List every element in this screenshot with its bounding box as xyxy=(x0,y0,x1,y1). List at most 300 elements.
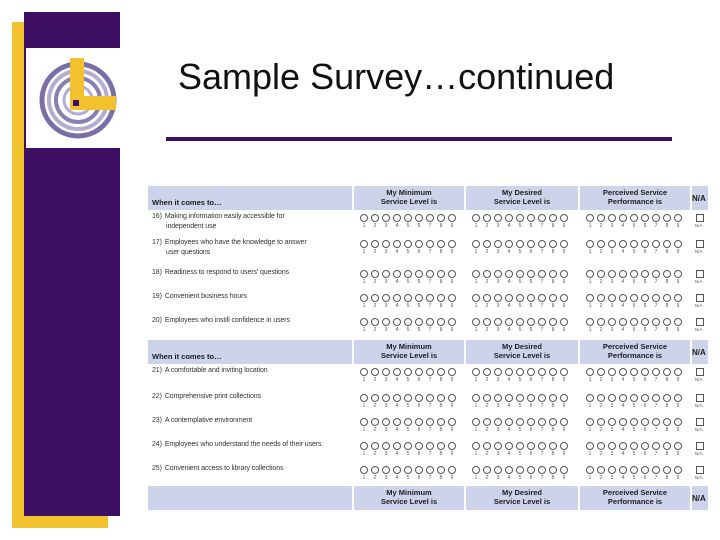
rating-radio[interactable] xyxy=(382,368,390,376)
rating-radio[interactable] xyxy=(437,240,445,248)
rating-radio[interactable] xyxy=(448,318,456,326)
rating-radio[interactable] xyxy=(538,418,546,426)
rating-radio[interactable] xyxy=(674,394,682,402)
rating-number: 8 xyxy=(439,377,443,383)
rating-radio[interactable] xyxy=(619,240,627,248)
rating-radio[interactable] xyxy=(360,442,368,450)
rating-radio[interactable] xyxy=(382,442,390,450)
rating-radio[interactable] xyxy=(448,368,456,376)
rating-radio[interactable] xyxy=(382,418,390,426)
rating-radio[interactable] xyxy=(393,270,401,278)
rating-radio[interactable] xyxy=(415,394,423,402)
rating-radio[interactable] xyxy=(641,270,649,278)
na-checkbox[interactable] xyxy=(696,294,704,302)
rating-radio[interactable] xyxy=(426,418,434,426)
rating-radio[interactable] xyxy=(619,466,627,474)
rating-radio[interactable] xyxy=(448,240,456,248)
desired-rating-scale xyxy=(472,418,580,434)
rating-radio[interactable] xyxy=(371,466,379,474)
rating-radio[interactable] xyxy=(437,442,445,450)
rating-radio[interactable] xyxy=(527,466,535,474)
rating-radio[interactable] xyxy=(393,394,401,402)
na-checkbox[interactable] xyxy=(696,394,704,402)
question-number: 24) xyxy=(152,441,162,448)
rating-radio[interactable] xyxy=(505,240,513,248)
rating-radio[interactable] xyxy=(663,418,671,426)
rating-radio[interactable] xyxy=(360,318,368,326)
rating-radio[interactable] xyxy=(437,294,445,302)
rating-radio[interactable] xyxy=(630,240,638,248)
rating-radio[interactable] xyxy=(652,442,660,450)
rating-radio[interactable] xyxy=(360,418,368,426)
rating-radio[interactable] xyxy=(382,240,390,248)
rating-radio[interactable] xyxy=(586,442,594,450)
rating-radio[interactable] xyxy=(505,442,513,450)
rating-radio[interactable] xyxy=(652,214,660,222)
rating-radio[interactable] xyxy=(382,466,390,474)
rating-radio[interactable] xyxy=(527,240,535,248)
rating-number: 8 xyxy=(439,427,443,433)
rating-radio[interactable] xyxy=(674,294,682,302)
rating-radio[interactable] xyxy=(586,270,594,278)
rating-radio[interactable] xyxy=(663,270,671,278)
rating-radio[interactable] xyxy=(608,394,616,402)
rating-radio[interactable] xyxy=(652,240,660,248)
rating-radio[interactable] xyxy=(415,294,423,302)
rating-radio[interactable] xyxy=(538,394,546,402)
rating-radio[interactable] xyxy=(505,466,513,474)
survey-form xyxy=(148,186,708,512)
na-checkbox[interactable] xyxy=(696,240,704,248)
rating-radio[interactable] xyxy=(549,442,557,450)
rating-radio[interactable] xyxy=(415,270,423,278)
rating-radio[interactable] xyxy=(483,240,491,248)
rating-radio[interactable] xyxy=(597,368,605,376)
rating-radio[interactable] xyxy=(472,240,480,248)
rating-radio[interactable] xyxy=(472,466,480,474)
rating-radio[interactable] xyxy=(516,214,524,222)
rating-radio[interactable] xyxy=(630,394,638,402)
rating-radio[interactable] xyxy=(404,418,412,426)
rating-radio[interactable] xyxy=(538,466,546,474)
rating-radio[interactable] xyxy=(360,394,368,402)
rating-radio[interactable] xyxy=(426,394,434,402)
rating-radio[interactable] xyxy=(382,270,390,278)
rating-number: 8 xyxy=(439,327,443,333)
rating-radio[interactable] xyxy=(505,394,513,402)
rating-radio[interactable] xyxy=(549,394,557,402)
rating-radio[interactable] xyxy=(674,270,682,278)
rating-radio[interactable] xyxy=(674,418,682,426)
rating-radio[interactable] xyxy=(393,466,401,474)
na-checkbox[interactable] xyxy=(696,368,704,376)
rating-radio[interactable] xyxy=(415,318,423,326)
rating-radio[interactable] xyxy=(674,318,682,326)
rating-radio[interactable] xyxy=(516,240,524,248)
rating-radio[interactable] xyxy=(630,214,638,222)
rating-radio[interactable] xyxy=(483,270,491,278)
rating-radio[interactable] xyxy=(597,394,605,402)
rating-radio[interactable] xyxy=(437,368,445,376)
rating-radio[interactable] xyxy=(448,442,456,450)
rating-radio[interactable] xyxy=(483,294,491,302)
rating-radio[interactable] xyxy=(393,368,401,376)
rating-radio[interactable] xyxy=(641,442,649,450)
rating-radio[interactable] xyxy=(560,394,568,402)
rating-radio[interactable] xyxy=(597,214,605,222)
rating-radio[interactable] xyxy=(494,270,502,278)
rating-radio[interactable] xyxy=(608,318,616,326)
rating-radio[interactable] xyxy=(586,240,594,248)
rating-radio[interactable] xyxy=(415,214,423,222)
rating-radio[interactable] xyxy=(641,318,649,326)
rating-radio[interactable] xyxy=(538,270,546,278)
rating-radio[interactable] xyxy=(448,214,456,222)
rating-radio[interactable] xyxy=(371,368,379,376)
rating-radio[interactable] xyxy=(404,466,412,474)
rating-radio[interactable] xyxy=(483,466,491,474)
rating-radio[interactable] xyxy=(415,240,423,248)
rating-radio[interactable] xyxy=(393,418,401,426)
rating-radio[interactable] xyxy=(527,214,535,222)
rating-radio[interactable] xyxy=(426,270,434,278)
rating-radio[interactable] xyxy=(652,368,660,376)
rating-radio[interactable] xyxy=(472,394,480,402)
rating-radio[interactable] xyxy=(549,240,557,248)
rating-radio[interactable] xyxy=(674,240,682,248)
rating-radio[interactable] xyxy=(586,368,594,376)
rating-radio[interactable] xyxy=(371,394,379,402)
rating-radio[interactable] xyxy=(527,270,535,278)
rating-radio[interactable] xyxy=(360,270,368,278)
rating-radio[interactable] xyxy=(608,294,616,302)
rating-radio[interactable] xyxy=(549,318,557,326)
rating-radio[interactable] xyxy=(360,294,368,302)
rating-radio[interactable] xyxy=(382,318,390,326)
rating-radio[interactable] xyxy=(674,466,682,474)
rating-radio[interactable] xyxy=(437,270,445,278)
rating-radio[interactable] xyxy=(371,240,379,248)
rating-number: 5 xyxy=(518,451,522,457)
rating-radio[interactable] xyxy=(505,318,513,326)
rating-radio[interactable] xyxy=(404,240,412,248)
rating-radio[interactable] xyxy=(472,270,480,278)
rating-radio[interactable] xyxy=(560,240,568,248)
rating-radio[interactable] xyxy=(663,466,671,474)
rating-radio[interactable] xyxy=(597,318,605,326)
rating-radio[interactable] xyxy=(527,418,535,426)
rating-radio[interactable] xyxy=(382,294,390,302)
rating-radio[interactable] xyxy=(549,418,557,426)
rating-radio[interactable] xyxy=(641,294,649,302)
desired-rating-scale xyxy=(472,442,580,458)
rating-radio[interactable] xyxy=(483,318,491,326)
rating-radio[interactable] xyxy=(560,270,568,278)
rating-radio[interactable] xyxy=(483,368,491,376)
rating-radio[interactable] xyxy=(393,442,401,450)
rating-radio[interactable] xyxy=(483,214,491,222)
rating-radio[interactable] xyxy=(619,368,627,376)
rating-radio[interactable] xyxy=(426,240,434,248)
rating-radio[interactable] xyxy=(448,394,456,402)
rating-radio[interactable] xyxy=(516,270,524,278)
rating-radio[interactable] xyxy=(608,442,616,450)
rating-radio[interactable] xyxy=(608,270,616,278)
rating-radio[interactable] xyxy=(630,418,638,426)
rating-radio[interactable] xyxy=(663,294,671,302)
rating-radio[interactable] xyxy=(608,214,616,222)
na-checkbox[interactable] xyxy=(696,318,704,326)
rating-radio[interactable] xyxy=(586,294,594,302)
rating-radio[interactable] xyxy=(426,214,434,222)
rating-radio[interactable] xyxy=(663,214,671,222)
rating-radio[interactable] xyxy=(630,442,638,450)
rating-radio[interactable] xyxy=(597,418,605,426)
rating-radio[interactable] xyxy=(472,294,480,302)
rating-radio[interactable] xyxy=(393,214,401,222)
perceived-service-header xyxy=(580,188,690,206)
rating-radio[interactable] xyxy=(641,466,649,474)
rating-radio[interactable] xyxy=(538,442,546,450)
rating-radio[interactable] xyxy=(494,418,502,426)
rating-radio[interactable] xyxy=(448,466,456,474)
rating-radio[interactable] xyxy=(663,318,671,326)
rating-radio[interactable] xyxy=(426,442,434,450)
rating-radio[interactable] xyxy=(619,442,627,450)
rating-radio[interactable] xyxy=(483,442,491,450)
rating-radio[interactable] xyxy=(494,394,502,402)
rating-radio[interactable] xyxy=(516,418,524,426)
rating-radio[interactable] xyxy=(597,240,605,248)
rating-radio[interactable] xyxy=(641,418,649,426)
rating-radio[interactable] xyxy=(652,294,660,302)
rating-radio[interactable] xyxy=(494,214,502,222)
rating-radio[interactable] xyxy=(663,368,671,376)
rating-radio[interactable] xyxy=(382,394,390,402)
rating-radio[interactable] xyxy=(560,214,568,222)
rating-radio[interactable] xyxy=(641,368,649,376)
rating-radio[interactable] xyxy=(472,318,480,326)
rating-radio[interactable] xyxy=(560,442,568,450)
rating-radio[interactable] xyxy=(472,368,480,376)
rating-radio[interactable] xyxy=(494,294,502,302)
rating-radio[interactable] xyxy=(437,214,445,222)
rating-radio[interactable] xyxy=(630,368,638,376)
na-checkbox[interactable] xyxy=(696,214,704,222)
rating-radio[interactable] xyxy=(393,240,401,248)
rating-radio[interactable] xyxy=(426,318,434,326)
rating-number: 2 xyxy=(373,427,377,433)
rating-radio[interactable] xyxy=(549,270,557,278)
rating-radio[interactable] xyxy=(516,394,524,402)
rating-radio[interactable] xyxy=(560,466,568,474)
rating-radio[interactable] xyxy=(608,418,616,426)
rating-radio[interactable] xyxy=(404,394,412,402)
rating-radio[interactable] xyxy=(393,318,401,326)
rating-radio[interactable] xyxy=(597,442,605,450)
rating-radio[interactable] xyxy=(674,442,682,450)
rating-radio[interactable] xyxy=(674,368,682,376)
rating-radio[interactable] xyxy=(527,394,535,402)
rating-radio[interactable] xyxy=(549,466,557,474)
rating-radio[interactable] xyxy=(415,442,423,450)
rating-radio[interactable] xyxy=(663,442,671,450)
rating-radio[interactable] xyxy=(426,368,434,376)
rating-radio[interactable] xyxy=(360,214,368,222)
rating-radio[interactable] xyxy=(448,294,456,302)
rating-radio[interactable] xyxy=(560,418,568,426)
rating-radio[interactable] xyxy=(560,294,568,302)
rating-radio[interactable] xyxy=(619,294,627,302)
rating-radio[interactable] xyxy=(448,270,456,278)
rating-radio[interactable] xyxy=(371,270,379,278)
rating-radio[interactable] xyxy=(360,240,368,248)
rating-radio[interactable] xyxy=(586,466,594,474)
rating-radio[interactable] xyxy=(404,270,412,278)
question-label: Convenient access to library collections xyxy=(164,465,284,472)
rating-radio[interactable] xyxy=(360,368,368,376)
rating-radio[interactable] xyxy=(619,214,627,222)
rating-radio[interactable] xyxy=(597,466,605,474)
rating-radio[interactable] xyxy=(382,214,390,222)
na-checkbox[interactable] xyxy=(696,270,704,278)
rating-radio[interactable] xyxy=(663,394,671,402)
rating-radio[interactable] xyxy=(483,418,491,426)
na-checkbox[interactable] xyxy=(696,466,704,474)
rating-radio[interactable] xyxy=(527,318,535,326)
rating-radio[interactable] xyxy=(516,466,524,474)
rating-radio[interactable] xyxy=(641,240,649,248)
rating-radio[interactable] xyxy=(448,418,456,426)
na-checkbox[interactable] xyxy=(696,418,704,426)
rating-radio[interactable] xyxy=(652,318,660,326)
rating-radio[interactable] xyxy=(472,418,480,426)
rating-radio[interactable] xyxy=(586,418,594,426)
rating-radio[interactable] xyxy=(630,466,638,474)
rating-radio[interactable] xyxy=(494,318,502,326)
rating-radio[interactable] xyxy=(652,270,660,278)
rating-radio[interactable] xyxy=(371,294,379,302)
rating-radio[interactable] xyxy=(415,368,423,376)
rating-radio[interactable] xyxy=(630,270,638,278)
rating-radio[interactable] xyxy=(371,214,379,222)
rating-number: 4 xyxy=(395,403,399,409)
rating-radio[interactable] xyxy=(586,394,594,402)
rating-radio[interactable] xyxy=(608,466,616,474)
rating-radio[interactable] xyxy=(663,240,671,248)
rating-radio[interactable] xyxy=(505,418,513,426)
rating-radio[interactable] xyxy=(404,442,412,450)
rating-number: 7 xyxy=(654,451,658,457)
rating-radio[interactable] xyxy=(516,368,524,376)
rating-radio[interactable] xyxy=(437,418,445,426)
rating-radio[interactable] xyxy=(586,318,594,326)
rating-radio[interactable] xyxy=(472,214,480,222)
rating-radio[interactable] xyxy=(494,368,502,376)
rating-radio[interactable] xyxy=(608,368,616,376)
rating-radio[interactable] xyxy=(641,394,649,402)
rating-number: 7 xyxy=(654,303,658,309)
rating-radio[interactable] xyxy=(608,240,616,248)
rating-radio[interactable] xyxy=(505,294,513,302)
rating-radio[interactable] xyxy=(404,318,412,326)
rating-radio[interactable] xyxy=(597,270,605,278)
rating-radio[interactable] xyxy=(505,214,513,222)
rating-radio[interactable] xyxy=(538,368,546,376)
rating-radio[interactable] xyxy=(674,214,682,222)
rating-radio[interactable] xyxy=(494,466,502,474)
rating-radio[interactable] xyxy=(619,418,627,426)
rating-radio[interactable] xyxy=(437,394,445,402)
rating-number: 5 xyxy=(632,427,636,433)
rating-radio[interactable] xyxy=(586,214,594,222)
rating-radio[interactable] xyxy=(393,294,401,302)
rating-radio[interactable] xyxy=(437,318,445,326)
rating-radio[interactable] xyxy=(630,318,638,326)
rating-radio[interactable] xyxy=(472,442,480,450)
rating-radio[interactable] xyxy=(619,394,627,402)
rating-radio[interactable] xyxy=(527,294,535,302)
rating-radio[interactable] xyxy=(560,318,568,326)
rating-radio[interactable] xyxy=(560,368,568,376)
rating-radio[interactable] xyxy=(404,214,412,222)
rating-radio[interactable] xyxy=(415,418,423,426)
rating-radio[interactable] xyxy=(652,394,660,402)
rating-radio[interactable] xyxy=(549,214,557,222)
rating-radio[interactable] xyxy=(415,466,423,474)
rating-radio[interactable] xyxy=(619,270,627,278)
rating-radio[interactable] xyxy=(538,214,546,222)
rating-radio[interactable] xyxy=(505,270,513,278)
rating-radio[interactable] xyxy=(505,368,513,376)
rating-radio[interactable] xyxy=(360,466,368,474)
library-clock-logo-icon xyxy=(26,48,122,148)
rating-radio[interactable] xyxy=(494,442,502,450)
rating-radio[interactable] xyxy=(516,294,524,302)
rating-radio[interactable] xyxy=(483,394,491,402)
rating-radio[interactable] xyxy=(652,418,660,426)
rating-radio[interactable] xyxy=(549,294,557,302)
rating-number: 9 xyxy=(562,303,566,309)
rating-radio[interactable] xyxy=(516,442,524,450)
rating-radio[interactable] xyxy=(404,368,412,376)
rating-radio[interactable] xyxy=(597,294,605,302)
rating-radio[interactable] xyxy=(630,294,638,302)
na-checkbox[interactable] xyxy=(696,442,704,450)
rating-radio[interactable] xyxy=(538,240,546,248)
rating-radio[interactable] xyxy=(538,294,546,302)
rating-radio[interactable] xyxy=(527,368,535,376)
rating-radio[interactable] xyxy=(619,318,627,326)
rating-radio[interactable] xyxy=(437,466,445,474)
rating-radio[interactable] xyxy=(538,318,546,326)
rating-radio[interactable] xyxy=(641,214,649,222)
rating-radio[interactable] xyxy=(426,294,434,302)
rating-radio[interactable] xyxy=(516,318,524,326)
rating-number: 9 xyxy=(450,377,454,383)
rating-radio[interactable] xyxy=(527,442,535,450)
rating-radio[interactable] xyxy=(426,466,434,474)
rating-radio[interactable] xyxy=(549,368,557,376)
rating-radio[interactable] xyxy=(371,442,379,450)
rating-number: 8 xyxy=(439,303,443,309)
rating-radio[interactable] xyxy=(371,318,379,326)
rating-radio[interactable] xyxy=(371,418,379,426)
rating-number: 6 xyxy=(643,451,647,457)
rating-radio[interactable] xyxy=(494,240,502,248)
rating-radio[interactable] xyxy=(652,466,660,474)
rating-radio[interactable] xyxy=(404,294,412,302)
